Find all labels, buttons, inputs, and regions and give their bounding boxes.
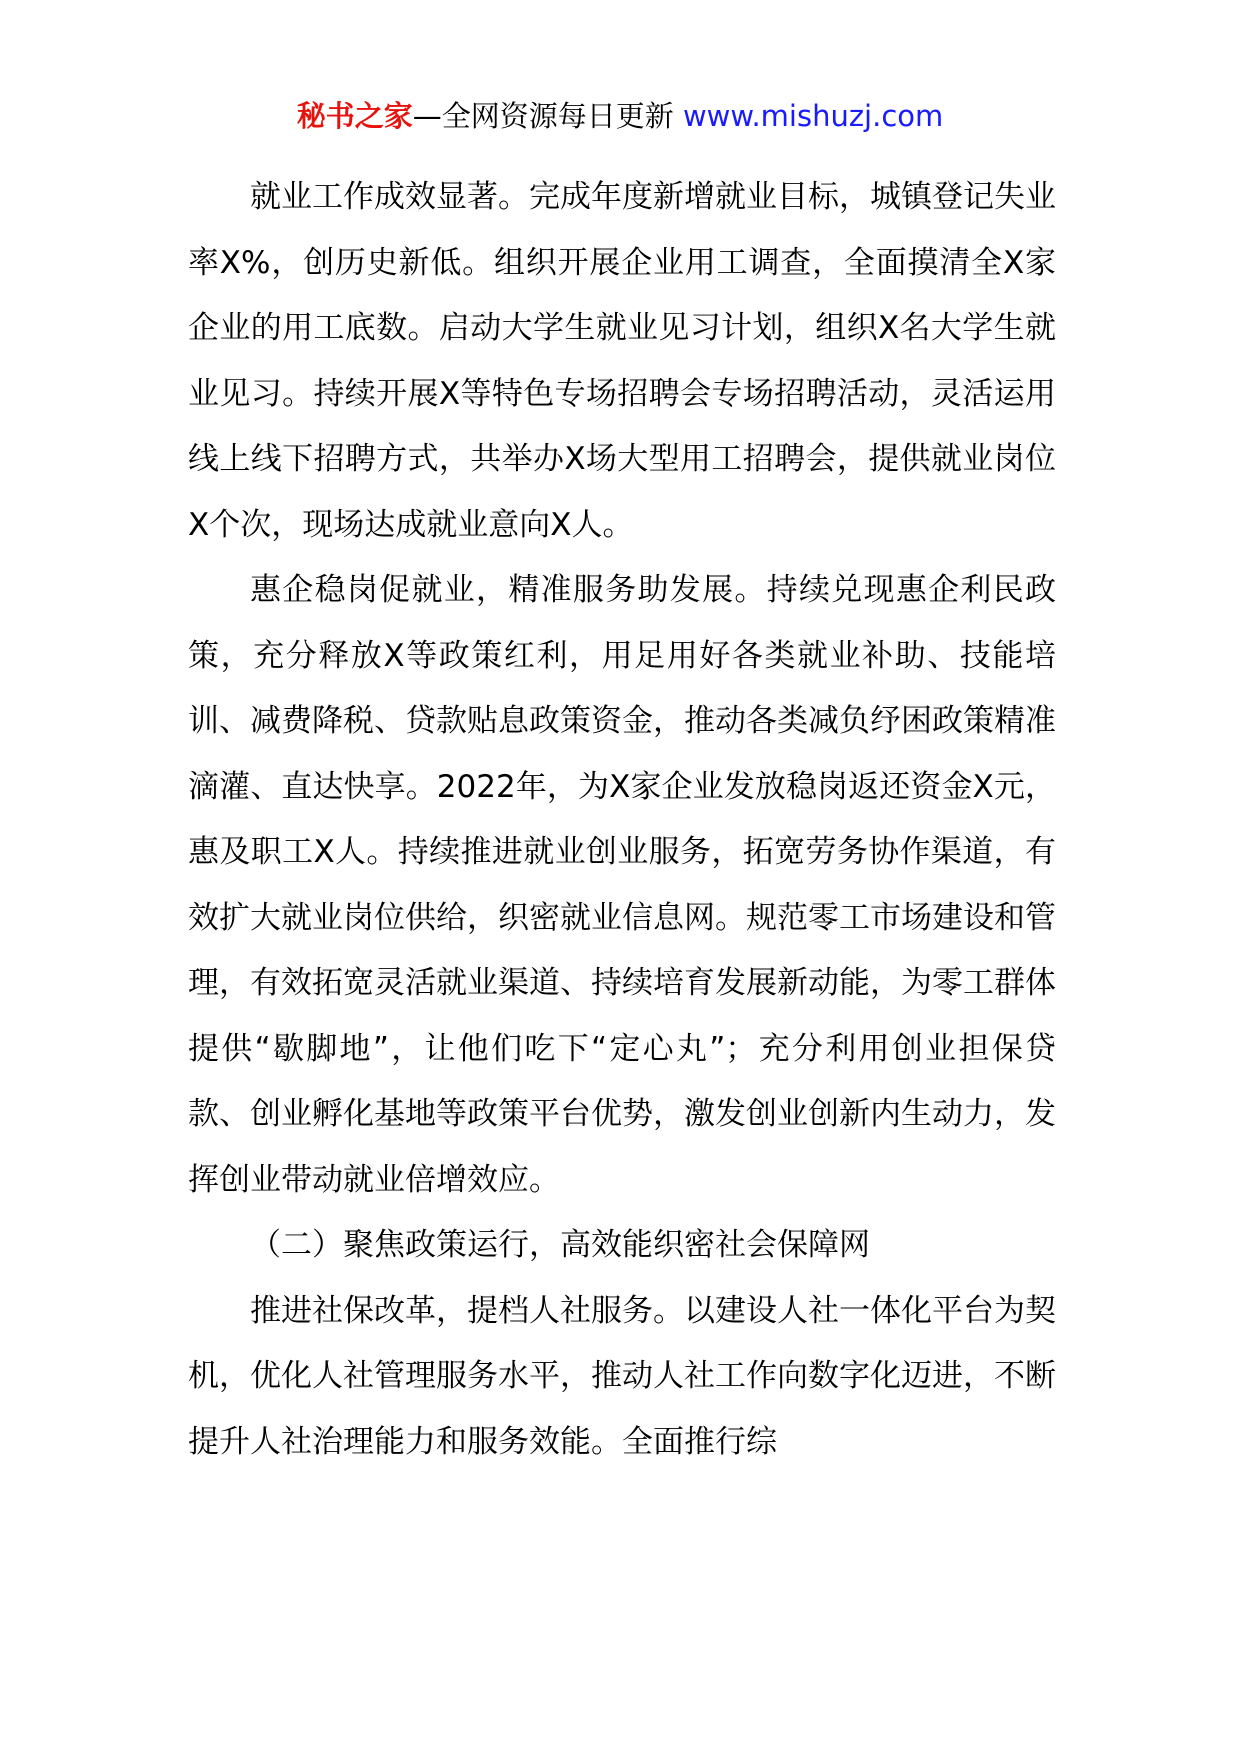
site-url-link[interactable]: www.mishuzj.com	[682, 99, 944, 133]
site-brand: 秘书之家	[296, 99, 413, 133]
paragraph-enterprise-support: 惠企稳岗促就业，精准服务助发展。持续兑现惠企利民政策，充分释放X等政策红利，用足用好各类就业补助、技能培训、减费降税、贷款贴息政策资金，推动各类减负纾困政策精准滴灌、直达快享。2022年，为X家企业发放稳岗返还资金X元，惠及职工X人。持续推进就业创业服务，拓宽劳务协作渠道，有效扩大就业岗位供给，织密就业信息网。规范零工市场建设和管理，有效拓宽灵活就业渠道、持续培育发展新动能，为零工群体提供“歇脚地”，让他们吃下“定心丸”；充分利用创业担保贷款、创业孵化基地等政策平台优势，激发创业创新内生动力，发挥创业带动就业倍增效应。	[188, 572, 1056, 1198]
document-body	[188, 165, 1056, 1475]
paragraph-employment-results: 就业工作成效显著。完成年度新增就业目标，城镇登记失业率X%，创历史新低。组织开展企业用工调查，全面摸清全X家企业的用工底数。启动大学生就业见习计划，组织X名大学生就业见习。持续开展X等特色专场招聘会专场招聘活动，灵活运用线上线下招聘方式，共举办X场大型用工招聘会，提供就业岗位X个次，现场达成就业意向X人。	[188, 179, 1056, 543]
site-header	[0, 96, 1240, 136]
paragraph-social-security-reform: 推进社保改革，提档人社服务。以建设人社一体化平台为契机，优化人社管理服务水平，推动人社工作向数字化迈进，不断提升人社治理能力和服务效能。全面推行综	[188, 1292, 1056, 1460]
site-tagline: —全网资源每日更新	[412, 99, 683, 133]
section-heading: （二）聚焦政策运行，高效能织密社会保障网	[250, 1227, 870, 1263]
